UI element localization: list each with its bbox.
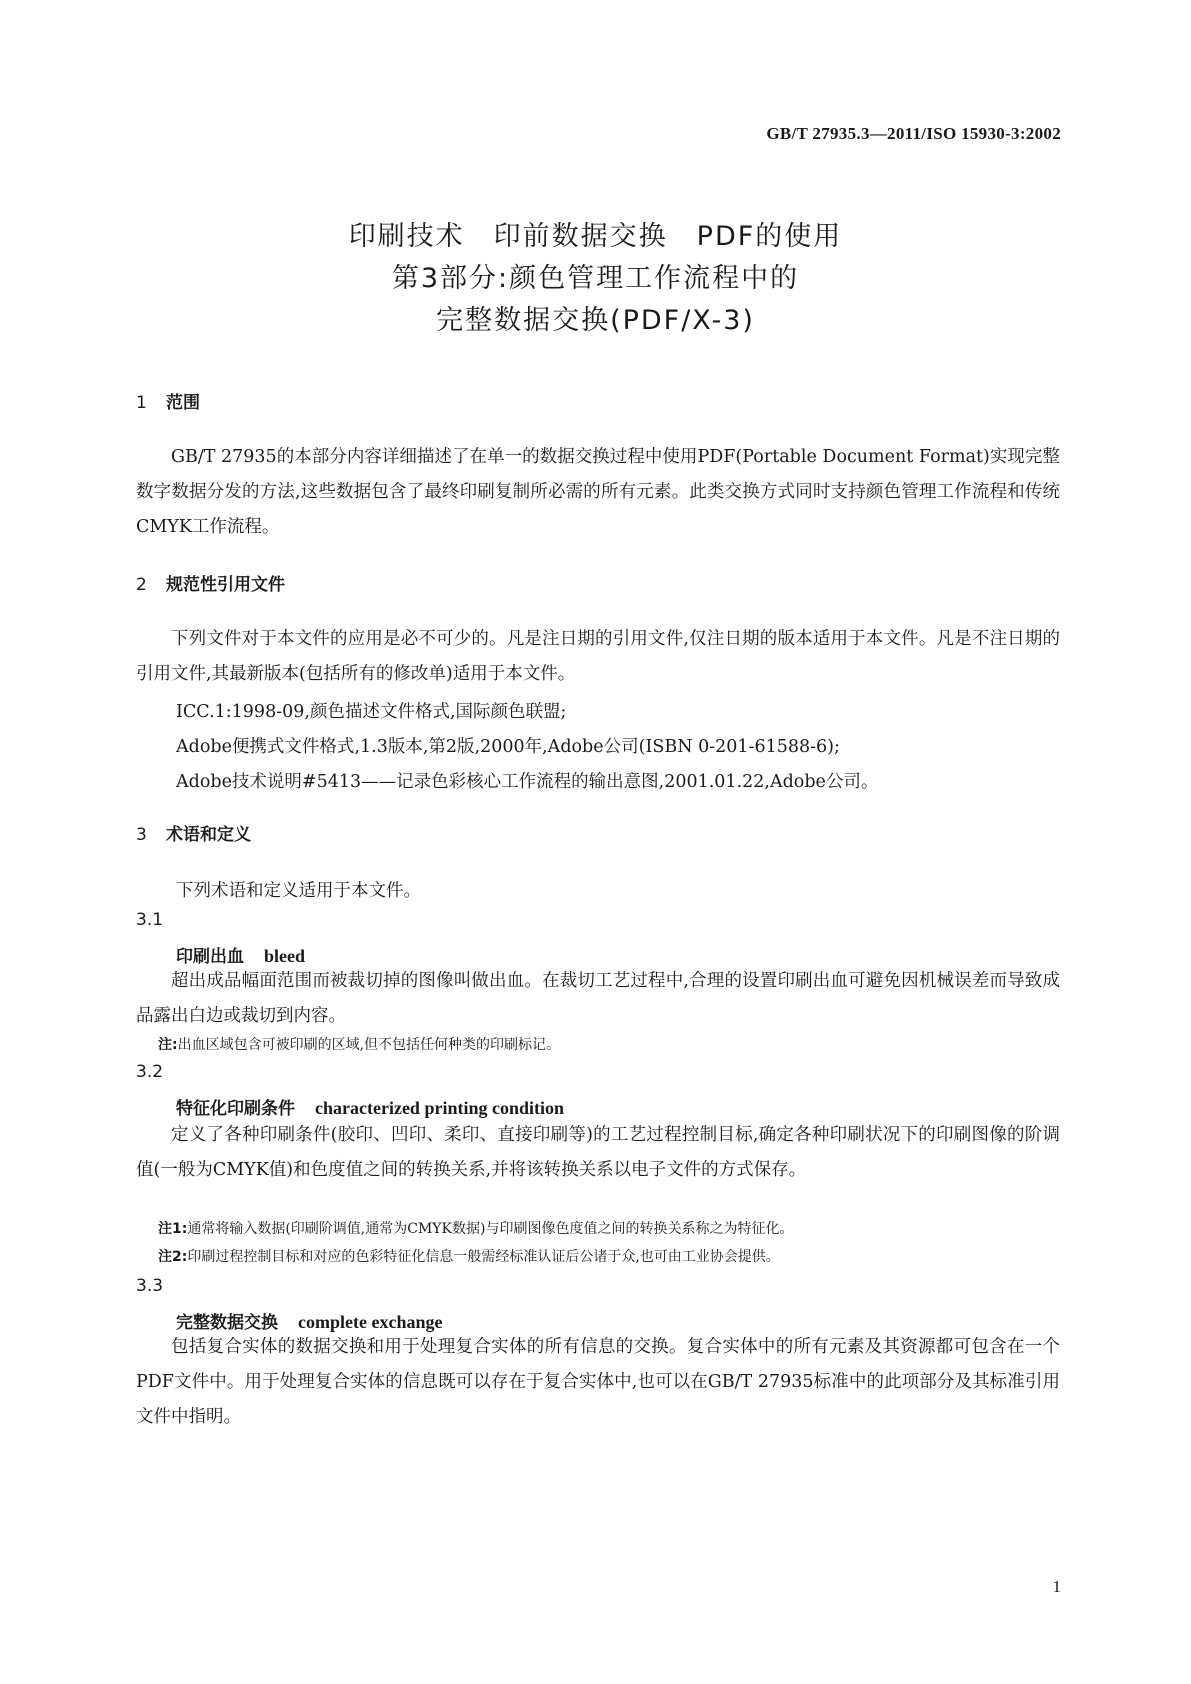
term-en: complete exchange [298,1312,443,1332]
term-number: 3.1 [136,910,164,930]
section-3-heading [136,820,251,845]
term-note [158,1034,1058,1054]
term-note [158,1218,1058,1238]
term-zh: 特征化印刷条件 [176,1099,295,1119]
title-line-3: 完整数据交换(PDF/X-3) [436,305,755,336]
section-title: 术语和定义 [166,825,251,845]
section-2-heading [136,570,285,595]
term-en: bleed [264,946,306,966]
note-label: 注2: [158,1249,188,1265]
note-label: 注: [158,1037,178,1053]
term-note [158,1246,1058,1266]
term-number: 3.2 [136,1062,164,1082]
term-heading [176,1094,564,1119]
title-line-2: 第3部分:颜色管理工作流程中的 [391,263,800,294]
section-2-paragraph: 下列文件对于本文件的应用是必不可少的。凡是注日期的引用文件,仅注日期的版本适用于本文件。凡是不注日期的引用文件,其最新版本(包括所有的修改单)适用于本文件。 [136,629,1060,684]
reference-item: ICC.1:1998-09,颜色描述文件格式,国际颜色联盟; [176,702,567,722]
section-number: 3 [136,825,147,845]
section-3-intro: 下列术语和定义适用于本文件。 [176,881,421,901]
term-definition: 超出成品幅面范围而被裁切掉的图像叫做出血。在裁切工艺过程中,合理的设置印刷出血可避免因机械误差而导致成品露出白边或裁切到内容。 [136,971,1060,1026]
section-title: 规范性引用文件 [166,575,285,595]
standard-code: GB/T 27935.3—2011/ISO 15930-3:2002 [766,124,1061,143]
term-zh: 印刷出血 [176,947,244,967]
section-number: 2 [136,575,147,595]
note-label: 注1: [158,1221,188,1237]
term-en: characterized printing condition [315,1098,564,1118]
term-zh: 完整数据交换 [176,1313,278,1333]
section-1-heading [136,388,200,413]
section-number: 1 [136,393,147,413]
page-number: 1 [1052,1577,1061,1596]
term-definition: 包括复合实体的数据交换和用于处理复合实体的所有信息的交换。复合实体中的所有元素及其资源都可包含在一个PDF文件中。用于处理复合实体的信息既可以存在于复合实体中,也可以在GB/T 27935标准中的此项部分及其标准引用文件中指明。 [136,1337,1060,1427]
note-text: 印刷过程控制目标和对应的色彩特征化信息一般需经标准认证后公诸于众,也可由工业协会提供。 [187,1249,780,1265]
reference-item: Adobe便携式文件格式,1.3版本,第2版,2000年,Adobe公司(ISBN 0-201-61588-6); [176,737,840,757]
term-definition: 定义了各种印刷条件(胶印、凹印、柔印、直接印刷等)的工艺过程控制目标,确定各种印刷状况下的印刷图像的阶调值(一般为CMYK值)和色度值之间的转换关系,并将该转换关系以电子文件的方式保存。 [136,1125,1060,1180]
section-title: 范围 [166,393,200,413]
term-number: 3.3 [136,1276,164,1296]
note-text: 通常将输入数据(印刷阶调值,通常为CMYK数据)与印刷图像色度值之间的转换关系称之为特征化。 [187,1221,794,1237]
title-line-1: 印刷技术 印前数据交换 PDF的使用 [348,221,843,252]
section-1-paragraph: GB/T 27935的本部分内容详细描述了在单一的数据交换过程中使用PDF(Portable Document Format)实现完整数字数据分发的方法,这些数据包含了最终印刷复制所必需的所有元素。此类交换方式同时支持颜色管理工作流程和传统CMYK工作流程。 [136,447,1060,537]
note-text: 出血区域包含可被印刷的区域,但不包括任何种类的印刷标记。 [177,1037,561,1053]
reference-item: Adobe技术说明#5413——记录色彩核心工作流程的输出意图,2001.01.22,Adobe公司。 [176,772,879,792]
